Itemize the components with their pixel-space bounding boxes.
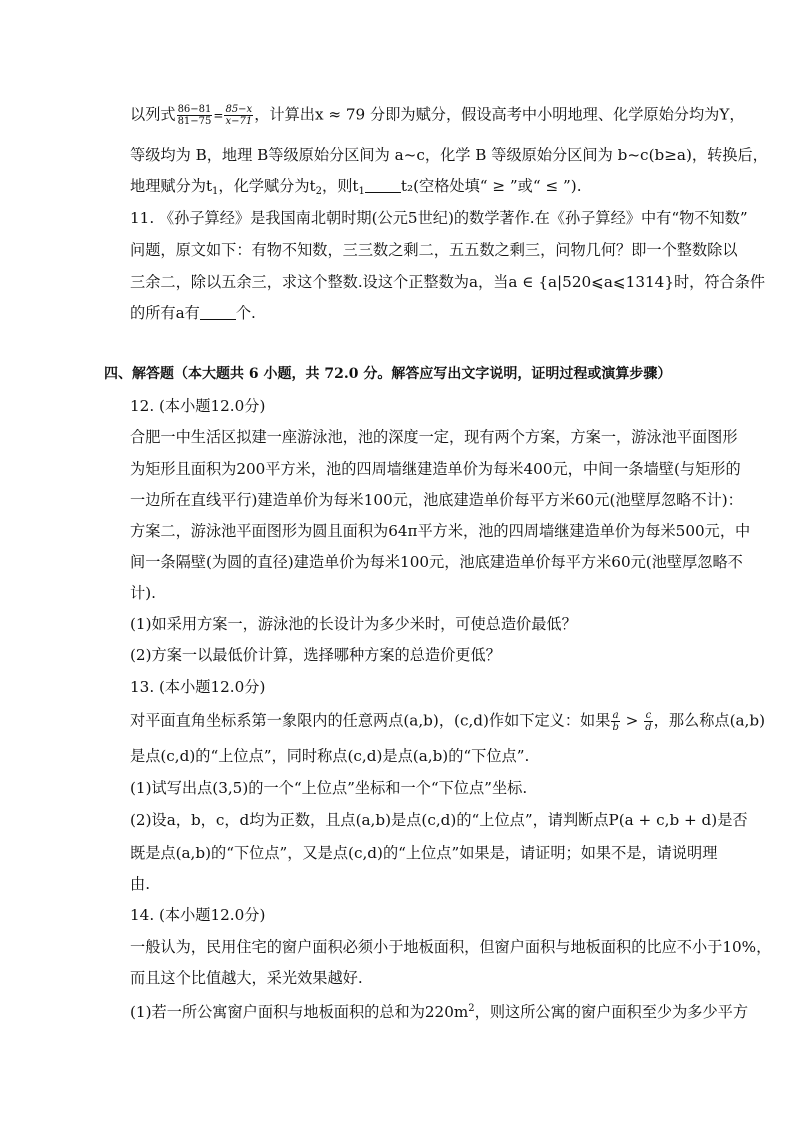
q14-part-1: (1)若一所公寓窗户面积与地板面积的总和为$220m^2$，则这所公寓的窗户面积至少为多少平方 <box>130 1003 749 1021</box>
q10-text: 以列式 <box>130 105 176 124</box>
fraction-2: $\frac{85-x}{x-71}$ <box>225 104 253 127</box>
fraction-c-d: $\frac{c}{d}$ <box>645 710 652 733</box>
q12-line: 间一条隔壁(为圆的直径)建造单价为每米100元，池底建造单价每平方米60元(池壁厚忽略不 <box>130 553 743 571</box>
q14-line-1: 一般认为，民用住宅的窗户面积必须小于地板面积，但窗户面积与地板面积的比应不小于10%， <box>130 938 772 956</box>
q11-line-4: 的所有a有 个. <box>130 304 256 322</box>
q12-header: 12. (本小题12.0分) <box>130 397 266 415</box>
q12-line: 方案二，游泳池平面图形为圆且面积为64π平方米，池的四周墙继建造单价为每米500元，中 <box>130 522 751 540</box>
q11-line-1: 11. 《孙子算经》是我国南北朝时期(公元5世纪)的数学著作.在《孙子算经》中有“物不知数” <box>130 209 748 227</box>
q13-part-2-line-2: 既是点(a,b)的“下位点”，又是点(c,d)的“上位点”如果是，请证明；如果不是，请说明理 <box>130 844 718 862</box>
fraction-1: $\frac{86-81}{81-75}$ <box>177 104 212 127</box>
q12-line: 一边所在直线平行)建造单价为每米100元，池底建造单价每平方米60元(池壁厚忽略不计)： <box>130 491 743 509</box>
q10-line-1: 以列式 $\frac{86-81}{81-75}$ = $\frac{85-x}{x-71}$ ，计算出x ≈ 79 分即为赋分，假设高考中小明地理、化学原始分均为Y， <box>130 104 745 127</box>
q14-header: 14. (本小题12.0分) <box>130 906 266 924</box>
q10-line-2: 等级均为 B，地理 B等级原始分区间为 a~c，化学 B 等级原始分区间为 b~c(b≥a)，转换后， <box>130 146 768 164</box>
q12-line: 为矩形且面积为200平方米，池的四周墙继建造单价为每米400元，中间一条墙壁(与矩形的 <box>130 460 741 478</box>
q13-part-2-line-1: (2)设a，b，c，d均为正数，且点(a,b)是点(c,d)的“上位点”，请判断点P(a + c,b + d)是否 <box>130 811 748 829</box>
q12-part-2: (2)方案一以最低价计算，选择哪种方案的总造价更低？ <box>130 646 501 664</box>
answer-blank <box>200 305 236 320</box>
section-title: 四、解答题（本大题共 6 小题，共 72.0 分。解答应写出文字说明，证明过程或演算步骤） <box>104 366 672 382</box>
q12-part-1: (1)如采用方案一，游泳池的长设计为多少米时，可使总造价最低？ <box>130 615 577 633</box>
q14-line-2: 而且这个比值越大，采光效果越好. <box>130 969 363 987</box>
q13-part-2-line-3: 由. <box>130 875 151 893</box>
q11-line-2: 问题，原文如下：有物不知数，三三数之剩二，五五数之剩三，问物几何？即一个整数除以 <box>130 241 738 259</box>
q13-line-1: 对平面直角坐标系第一象限内的任意两点(a,b)，(c,d)作如下定义：如果 $\frac{a}{b}$ > $\frac{c}{d}$ ，那么称点(a,b) <box>130 710 766 733</box>
q13-part-1: (1)试写出点(3,5)的一个“上位点”坐标和一个“下位点”坐标. <box>130 779 528 797</box>
q11-line-3: 三余二，除以五余三，求这个整数.设这个正整数为a，当a ∈ {a|520⩽a⩽1314}时，符合条件 <box>130 273 766 291</box>
q12-line: 计). <box>130 584 156 602</box>
fraction-a-b: $\frac{a}{b}$ <box>612 710 619 733</box>
q10-line-3: 地理赋分为$t_1$，化学赋分为$t_2$，则$t_1$ t₂(空格处填“ ≥ ”或“ ≤ ”). <box>130 177 582 197</box>
q12-line: 合肥一中生活区拟建一座游泳池，池的深度一定，现有两个方案，方案一，游泳池平面图形 <box>130 428 738 446</box>
answer-blank <box>365 178 401 193</box>
q13-header: 13. (本小题12.0分) <box>130 678 266 696</box>
q13-line-2: 是点(c,d)的“上位点”，同时称点(c,d)是点(a,b)的“下位点”. <box>130 747 530 765</box>
